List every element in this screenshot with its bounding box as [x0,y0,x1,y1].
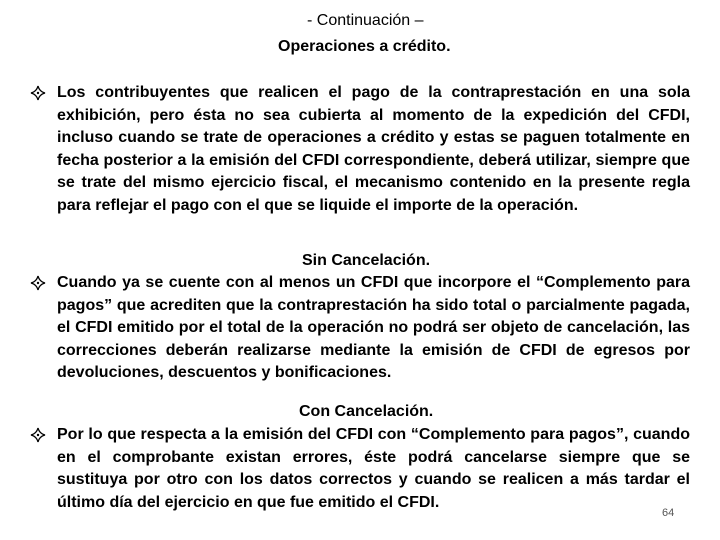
subheading-con-cancelacion: Con Cancelación. [299,403,434,420]
diamond-bullet-icon [30,275,46,291]
bullet-text-1: Los contribuyentes que realicen el pago de la contraprestación en una sola exhibición, pero ésta no sea cubierta al momento de la expedición del CFDI, incluso cuando se trate de operaciones a crédito y estas se paguen totalmente en fecha posterior a la emisión del CFDI correspondiente, deberá utilizar, siempre que se trate del mismo ejercicio fiscal, el mecanismo contenido en la presente regla para reflejar el pago con el que se liquide el importe de la operación. [57,84,690,214]
diamond-bullet-icon [30,85,46,101]
title-continuation: - Continuación – [307,12,424,29]
bullet-item-3 [30,424,690,514]
subheading-sin-cancelacion: Sin Cancelación. [302,252,431,269]
bullet-text-2: Cuando ya se cuente con al menos un CFDI que incorpore el “Complemento para pagos” que acrediten que la contraprestación ha sido total o parcialmente pagada, el CFDI emitido por el total de la operación no podrá ser objeto de cancelación, las correcciones deberán realizarse mediante la emisión de CFDI de egresos por devoluciones, descuentos y bonificaciones. [57,274,690,381]
bullet-text-3: Por lo que respecta a la emisión del CFDI con “Complemento para pagos”, cuando en el comprobante existan errores, éste podrá cancelarse siempre que se sustituya por otro con los datos correctos y cuando se realicen a más tardar el último día del ejercicio en que fue emitido el CFDI. [57,426,690,511]
bullet-item-1 [30,82,690,217]
bullet-item-2 [30,272,690,385]
diamond-bullet-icon [30,427,46,443]
page-number: 64 [662,507,675,519]
title-main: Operaciones a crédito. [278,38,451,55]
